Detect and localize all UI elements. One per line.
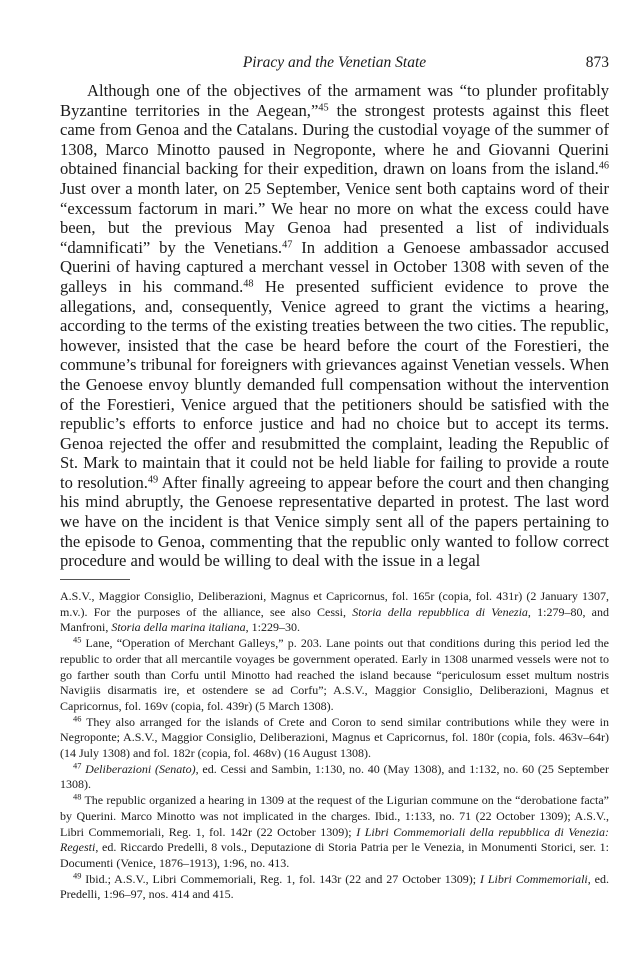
footnote-number: 49 [73,871,82,881]
body-segment: Although one of the objectives of the armament was “to plunder profitably Byzantine territories in the Aegean,” [60,81,609,120]
body-text [60,81,609,571]
page-number: 873 [585,54,609,71]
footnote-ref-48: 48 [243,278,254,290]
footnote-text: Ibid.; A.S.V., Libri Commemoriali, Reg. 1, fol. 143r (22 and 27 October 1309); [81,871,480,886]
footnote-rule [60,579,130,580]
footnote-text: , 1:229–30. [245,620,301,635]
footnote-text: , 1:279–80, and Manfroni, [60,604,609,635]
footnote-number: 46 [73,714,82,724]
footnotes [60,589,609,903]
footnote-number: 45 [73,635,82,645]
footnote-text: They also arranged for the islands of Crete and Coron to send similar contributions while they were in Negroponte; A.S.V., Maggior Consiglio, Deliberazioni, Magnus et Capricornus, fol. 180r (copia, fols. 463v–64r) (14 July 1308) and fol. 182r (copia, fol. 468v) (16 August 1308). [60,714,609,761]
footnote-continued [60,589,609,636]
running-head-title: Piracy and the Venetian State [242,54,427,71]
footnote-49 [60,872,609,903]
footnote-text: , ed. Riccardo Predelli, 8 vols., Deputazione di Storia Patria per le Venezia, in Monumenti Storici, ser. 1: Documenti (Venice, 1876–1913), 1:96, no. 413. [60,840,609,870]
footnote-title: Storia della marina italiana [111,620,246,635]
footnote-title: I Libri Commemoriali [479,871,588,886]
footnote-46 [60,715,609,762]
body-segment: After finally agreeing to appear before the court and then changing his mind abruptly, the Genoese representative departed in protest. The last word we have on the incident is that Venice simply sent all of the papers pertaining to the episode to Genoa, commenting that the republic only wanted to follow correct procedure and would be willing to deal with the issue in a legal [60,472,609,571]
footnote-number: 48 [73,792,82,802]
footnote-ref-49: 49 [147,474,159,486]
footnote-number: 47 [73,761,82,771]
footnote-title: Storia della repubblica di Venezia [352,604,528,619]
footnote-ref-46: 46 [598,160,609,172]
footnote-text: A.S.V., Maggior Consiglio, Deliberazioni, Magnus et Capricornus, fol. 165r (copia, fol. 431r) (2 January 1307, m.v.). For the purposes of the alliance, see also Cessi, [60,589,609,619]
footnote-title: Deliberazioni (Senato) [85,761,196,776]
running-head [60,54,609,76]
footnote-text: Lane, “Operation of Merchant Galleys,” p. 203. Lane points out that conditions during this period led the republic to order that all mercantile voyages be government operated. Early in 1308 unarmed vessels were not to go farther south than Corfu until Minotto had reached the island because “periculosum esset multum nostris Navigiis disarmatis ire, et ostendere se ad Corfu”; A.S.V., Maggior Consiglio, Deliberazioni, Magnus et Capricornus, fol. 169v (copia, fol. 439r) (5 March 1308). [60,636,609,713]
footnote-text: , ed. Cessi and Sambin, 1:130, no. 40 (May 1308), and 1:132, no. 60 (25 September 1308). [60,761,610,792]
body-paragraph [60,81,609,571]
footnote-text: The republic organized a hearing in 1309 at the request of the Ligurian commune on the “derobatione facta” by Querini. Marco Minotto was not implicated in the charges. Ibid., 1:133, no. 71 (22 October 1309); A.S.V., Libri Commemoriali, Reg. 1, fol. 142r (22 October 1309); [60,793,609,839]
body-segment: He presented sufficient evidence to prove the allegations, and, consequently, Venice agreed to grant the victims a hearing, according to the terms of the existing treaties between the two cities. The republic, however, insisted that the case be heard before the court of the Forestieri, the commune’s tribunal for foreigners with grievances against Venetian vessels. When the Genoese envoy bluntly demanded full compensation without the intervention of the Forestieri, Venice argued that the petitioners should be satisfied with the republic’s efforts to enforce justice and had no choice but to accept its terms. Genoa rejected the offer and resubmitted the complaint, leading the Republic of St. Mark to maintain that it could not be held liable for failing to provide a route to resolution. [60,276,609,492]
footnote-text: , ed. Predelli, 1:96–97, nos. 414 and 415. [60,871,609,902]
footnote-title: I Libri Commemoriali della repubblica di Venezia: Regesti [60,824,609,855]
footnote-45 [60,636,609,715]
footnote-ref-45: 45 [318,101,329,113]
footnote-47 [60,762,609,793]
body-segment: In addition a Genoese ambassador accused Querini of having captured a merchant vessel in October 1308 with seven of the galleys in his command. [60,237,609,296]
footnote-48 [60,793,609,872]
body-segment: Just over a month later, on 25 September, Venice sent both captains word of their “excessum factorum in mari.” We hear no more on what the excess could have been, but the previous May Genoa had presented a list of individuals “damnificati” by the Venetians. [60,178,609,257]
footnote-ref-47: 47 [282,239,293,251]
body-segment: the strongest protests against this fleet came from Genoa and the Catalans. During the custodial voyage of the summer of 1308, Marco Minotto paused in Negroponte, where he and Giovanni Querini obtained financial backing for their expedition, drawn on loans from the island. [60,100,610,179]
